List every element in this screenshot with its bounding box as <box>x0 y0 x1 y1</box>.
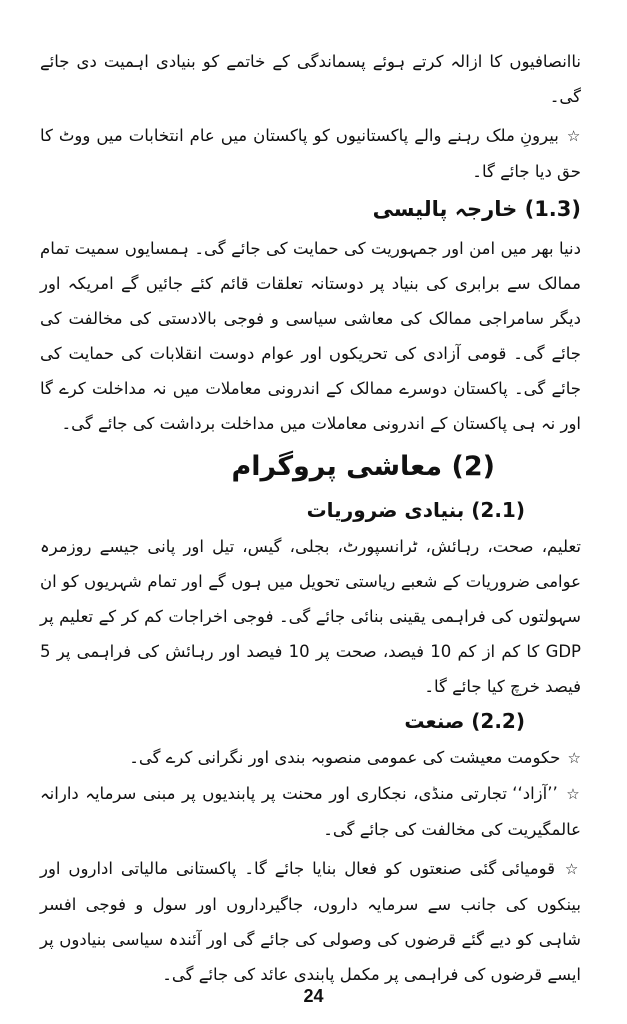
intro-paragraph: ناانصافیوں کا ازالہ کرتے ہوئے پسماندگی کے خاتمے کو بنیادی اہمیت دی جائے گی۔ <box>40 52 581 106</box>
star-bullet-icon: ☆ <box>567 749 581 767</box>
basic-needs-paragraph: تعلیم، صحت، رہائش، ٹرانسپورٹ، بجلی، گیس، تیل اور پانی جیسے روزمرہ عوامی ضروریات کے شعبے ریاستی تحویل میں ہوں گے اور تمام شہریوں کو ان سہولتوں کی فراہمی یقینی بنائی جائے گی۔ فوجی اخراجات کم کر کے تعلیم پر GDP کا کم از کم 10 فیصد، صحت پر 10 فیصد اور رہائش کی فراہمی پر 5 فیصد خرچ کیا جائے گا۔ <box>40 537 582 696</box>
star-bullet-icon: ☆ <box>566 127 582 145</box>
industry-item-text: ’’آزاد‘‘ تجارتی منڈی، نجکاری اور محنت پر پابندیوں پر مبنی سرمایہ دارانہ عالمگیریت کی مخالفت کی جائے گی۔ <box>40 784 581 839</box>
industry-item-text: حکومت معیشت کی عمومی منصوبہ بندی اور نگرانی کرے گی۔ <box>129 748 561 767</box>
industry-item-globalization <box>40 776 581 847</box>
basic-needs-heading: (2.1) بنیادی ضروریات <box>306 498 525 522</box>
industry-item-nationalization <box>40 851 581 992</box>
industry-item-text: قومیائی گئی صنعتوں کو فعال بنایا جائے گا۔ پاکستانی مالیاتی اداروں اور بینکوں کی جانب سے سرمایہ داروں، جاگیرداروں اور سول و فوجی افسر شاہی کو دیے گئے قرضوں کی وصولی کی جائے گی اور آئندہ سیاسی بنیادوں پر ایسے قرضوں کی فراہمی پر مکمل پابندی عائد کی جائے گی۔ <box>40 859 581 984</box>
star-bullet-icon: ☆ <box>566 785 581 803</box>
foreign-policy-paragraph: دنیا بھر میں امن اور جمہوریت کی حمایت کی جائے گی۔ ہمسایوں سمیت تمام ممالک سے برابری کی بنیاد پر دوستانہ تعلقات قائم کئے جائیں گے امریکہ اور دیگر سامراجی ممالک کی معاشی سیاسی و فوجی بالادستی کی مخالفت کی جائے گی۔ قومی آزادی کی تحریکوں اور عوام دوست انقلابات کی حمایت کی جائے گی۔ پاکستان دوسرے ممالک کے اندرونی معاملات میں نہ مداخلت کرے گا اور نہ ہی پاکستان کے اندرونی معاملات میں مداخلت برداشت کی جائے گی۔ <box>40 239 581 433</box>
economic-program-heading: (2) معاشی پروگرام <box>231 451 495 482</box>
star-bullet-icon: ☆ <box>564 860 581 878</box>
page-number: 24 <box>303 986 324 1006</box>
industry-item-planning <box>40 740 581 776</box>
industry-heading: (2.2) صنعت <box>404 709 525 733</box>
overseas-vote-item <box>40 118 581 189</box>
overseas-vote-text: بیرونِ ملک رہنے والے پاکستانیوں کو پاکستان میں عام انتخابات میں ووٹ کا حق دیا جائے گا۔ <box>40 126 581 181</box>
foreign-policy-heading: (1.3) خارجہ پالیسی <box>372 197 581 221</box>
